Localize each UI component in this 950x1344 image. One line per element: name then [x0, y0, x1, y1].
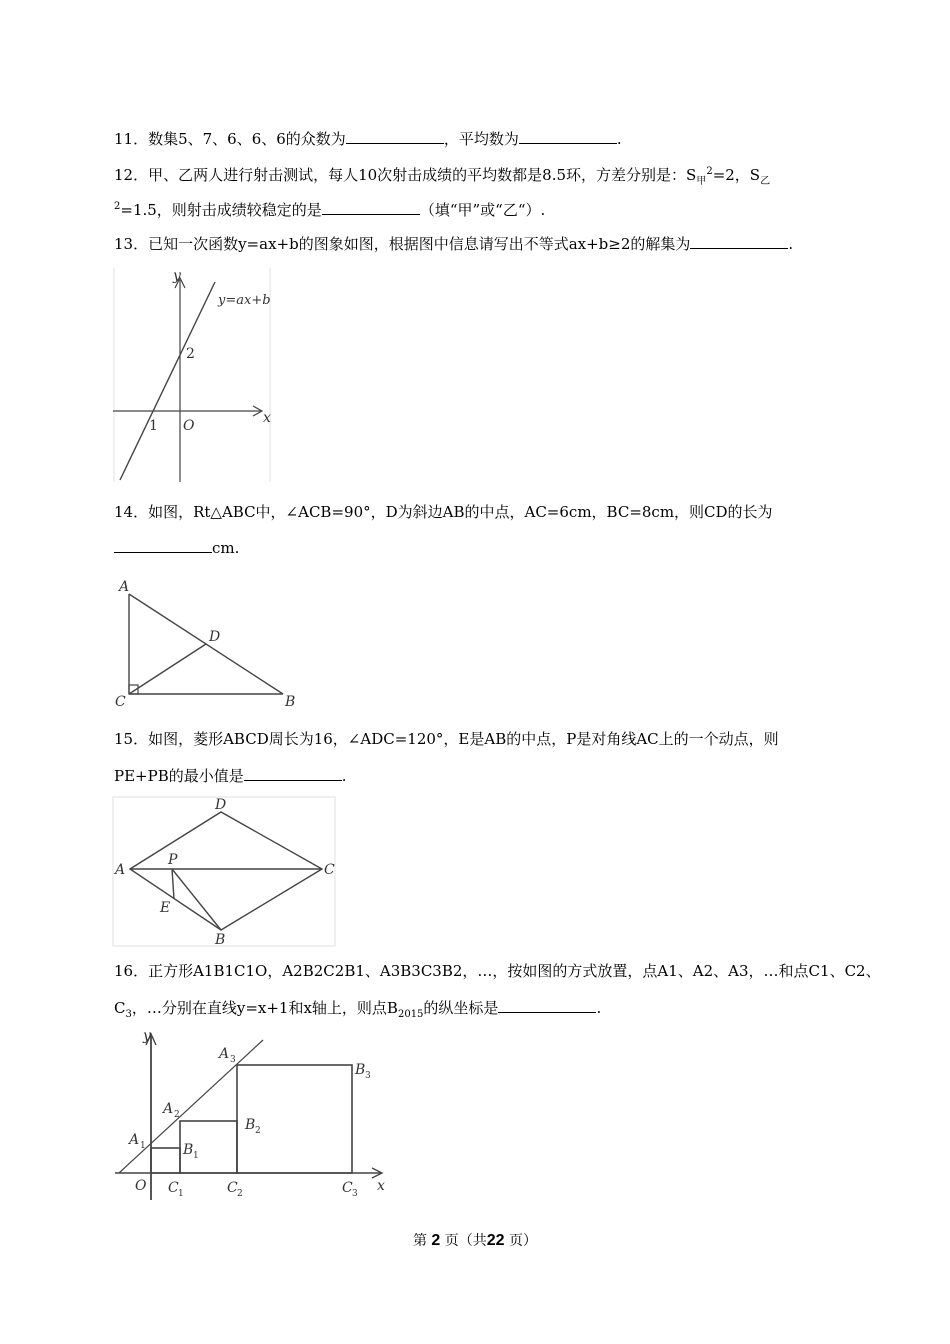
q16-text: 16．正方形A: [114, 962, 204, 980]
page-footer: [0, 1230, 950, 1250]
svg-text:1: 1: [193, 1151, 199, 1161]
svg-text:B: B: [355, 1062, 366, 1078]
q12-sup1: 2: [706, 166, 713, 177]
q16-text3: ，…分别在直线y=x+1和x轴上，则点B: [131, 999, 398, 1017]
q15-segment-pe: [172, 869, 174, 899]
svg-text:2: 2: [237, 1189, 243, 1199]
q12-text2: =1.5，则射击成绩较稳定的是: [120, 201, 322, 219]
q15-frame: [113, 797, 335, 946]
q12-sub-yi: 乙: [760, 176, 771, 187]
q13-blank[interactable]: [690, 233, 788, 249]
q15-blank[interactable]: [244, 765, 342, 781]
q13-label-2: 2: [186, 346, 195, 362]
svg-text:C: C: [227, 1180, 238, 1196]
q12-sub-jia: 甲: [696, 176, 707, 187]
question-14-line2: [114, 537, 239, 558]
q14-blank[interactable]: [114, 537, 212, 553]
q15-figure: [112, 796, 338, 952]
q11-end: .: [616, 130, 622, 148]
svg-text:3: 3: [365, 1071, 371, 1081]
q15-label-p: P: [168, 852, 178, 868]
footer-pre: 第: [412, 1233, 427, 1249]
q13-end: .: [788, 235, 794, 253]
q14-text: 14．如图，Rt△ABC中，∠ACB=90°，D为斜边AB的中点，AC=6cm，BC=8cm，则CD的长为: [114, 503, 773, 521]
svg-text:3: 3: [352, 1189, 358, 1199]
q16-label-b2: [244, 1117, 261, 1136]
question-13: [114, 233, 793, 254]
q11-blank-mode[interactable]: [346, 128, 444, 144]
q13-label-x: x: [263, 410, 271, 426]
q15-label-c: C: [324, 862, 335, 878]
q16-label-x: x: [377, 1178, 385, 1194]
q13-label-1: 1: [149, 418, 158, 434]
q15-text2: PE+PB的最小值是: [114, 767, 244, 785]
footer-post: 页）: [509, 1233, 538, 1249]
question-12-line1: [114, 162, 770, 192]
q13-text: 13．已知一次函数y=ax+b的图象如图，根据图中信息请写出不等式ax+b≥2的解集为: [114, 235, 691, 253]
q14-label-c: C: [115, 694, 126, 710]
q16-label-c1: [168, 1180, 184, 1199]
q16-label-y: y: [143, 1028, 151, 1044]
question-15-line2: [114, 765, 347, 786]
q16-squares: 1B1C1O，A2B2C2B1、A3B3C3B2，…: [203, 962, 493, 980]
q16-sub-2015: 2015: [397, 1009, 424, 1020]
q15-label-e: E: [160, 900, 171, 916]
q16-c: C: [114, 999, 126, 1017]
svg-text:3: 3: [230, 1055, 236, 1065]
q16-label-o: O: [135, 1178, 147, 1194]
q16-label-b1: [182, 1142, 199, 1161]
svg-text:B: B: [245, 1117, 256, 1133]
q15-text: 15．如图，菱形ABCD周长为16，∠ADC=120°，E是AB的中点，P是对角线AC上的一个动点，则: [114, 730, 779, 748]
q14-segment-cd: [129, 644, 206, 694]
q14-unit: cm.: [212, 539, 240, 557]
q16-figure: [113, 1028, 388, 1204]
q12-text3: （填“甲”或“乙“）.: [419, 201, 546, 219]
svg-text:2: 2: [174, 1110, 180, 1120]
svg-text:A: A: [163, 1101, 174, 1117]
q13-line: [120, 282, 215, 480]
question-16-line2: $C_3$，…分别在直线y=x+1和x轴上，则点$B_{2015}$的纵坐标是 .: [114, 999, 602, 1020]
q14-label-a: A: [119, 579, 130, 595]
q12-val1: =2，S: [712, 166, 761, 184]
q13-label-eq: y=ax+b: [218, 293, 271, 308]
q11-mid: ，平均数为: [443, 130, 519, 148]
q16-blank[interactable]: [498, 997, 596, 1013]
question-15-line1: [114, 729, 779, 749]
q15-end: .: [341, 767, 347, 785]
svg-text:B: B: [183, 1142, 194, 1158]
q16-end: .: [596, 999, 602, 1017]
q16-label-a1: [127, 1132, 146, 1151]
svg-text:A: A: [219, 1046, 230, 1062]
q16-label-c3: [342, 1180, 358, 1199]
q11-text: 11．数集5、7、6、6、6的众数为: [114, 130, 346, 148]
svg-text:1: 1: [140, 1141, 146, 1151]
q12-sup2: 2: [114, 201, 121, 212]
q14-label-b: B: [285, 694, 296, 710]
q16-points: 1、A2、A3，…和点C1、C2、: [668, 962, 881, 980]
q16-label-b3: [354, 1062, 371, 1081]
question-11: [114, 128, 622, 149]
q16-label-a3: [217, 1046, 236, 1065]
q16-label-a2: [161, 1101, 180, 1120]
q15-label-b: B: [215, 932, 226, 948]
q15-label-d: D: [215, 797, 227, 813]
q14-figure: [113, 576, 303, 714]
q16-text4: 的纵坐标是: [423, 999, 499, 1017]
q15-label-a: A: [115, 862, 126, 878]
svg-text:1: 1: [178, 1189, 184, 1199]
q12-blank[interactable]: [322, 199, 420, 215]
svg-text:C: C: [168, 1180, 179, 1196]
footer-page-number: 2: [431, 1232, 441, 1249]
question-12-line2: [114, 197, 545, 220]
q13-label-o: O: [183, 418, 195, 434]
q16-text2: ，按如图的方式放置，点A: [492, 962, 669, 980]
footer-mid: 页（共: [444, 1233, 487, 1249]
q13-figure: [113, 268, 273, 486]
q15-rhombus: [130, 812, 322, 930]
svg-text:2: 2: [255, 1126, 261, 1136]
q11-blank-mean[interactable]: [519, 128, 617, 144]
q13-label-y: y: [173, 268, 181, 284]
q14-label-d: D: [209, 629, 221, 645]
q16-square-1: [151, 1148, 180, 1173]
q15-segment-pb: [172, 869, 221, 930]
question-16-line1: [114, 961, 881, 981]
svg-text:A: A: [129, 1132, 140, 1148]
q16-label-c2: [227, 1180, 243, 1199]
q12-text: 12．甲、乙两人进行射击测试，每人10次射击成绩的平均数都是8.5环，方差分别是：S: [114, 166, 697, 184]
question-14-line1: [114, 502, 773, 522]
svg-text:C: C: [342, 1180, 353, 1196]
footer-total-pages: 22: [486, 1232, 505, 1249]
